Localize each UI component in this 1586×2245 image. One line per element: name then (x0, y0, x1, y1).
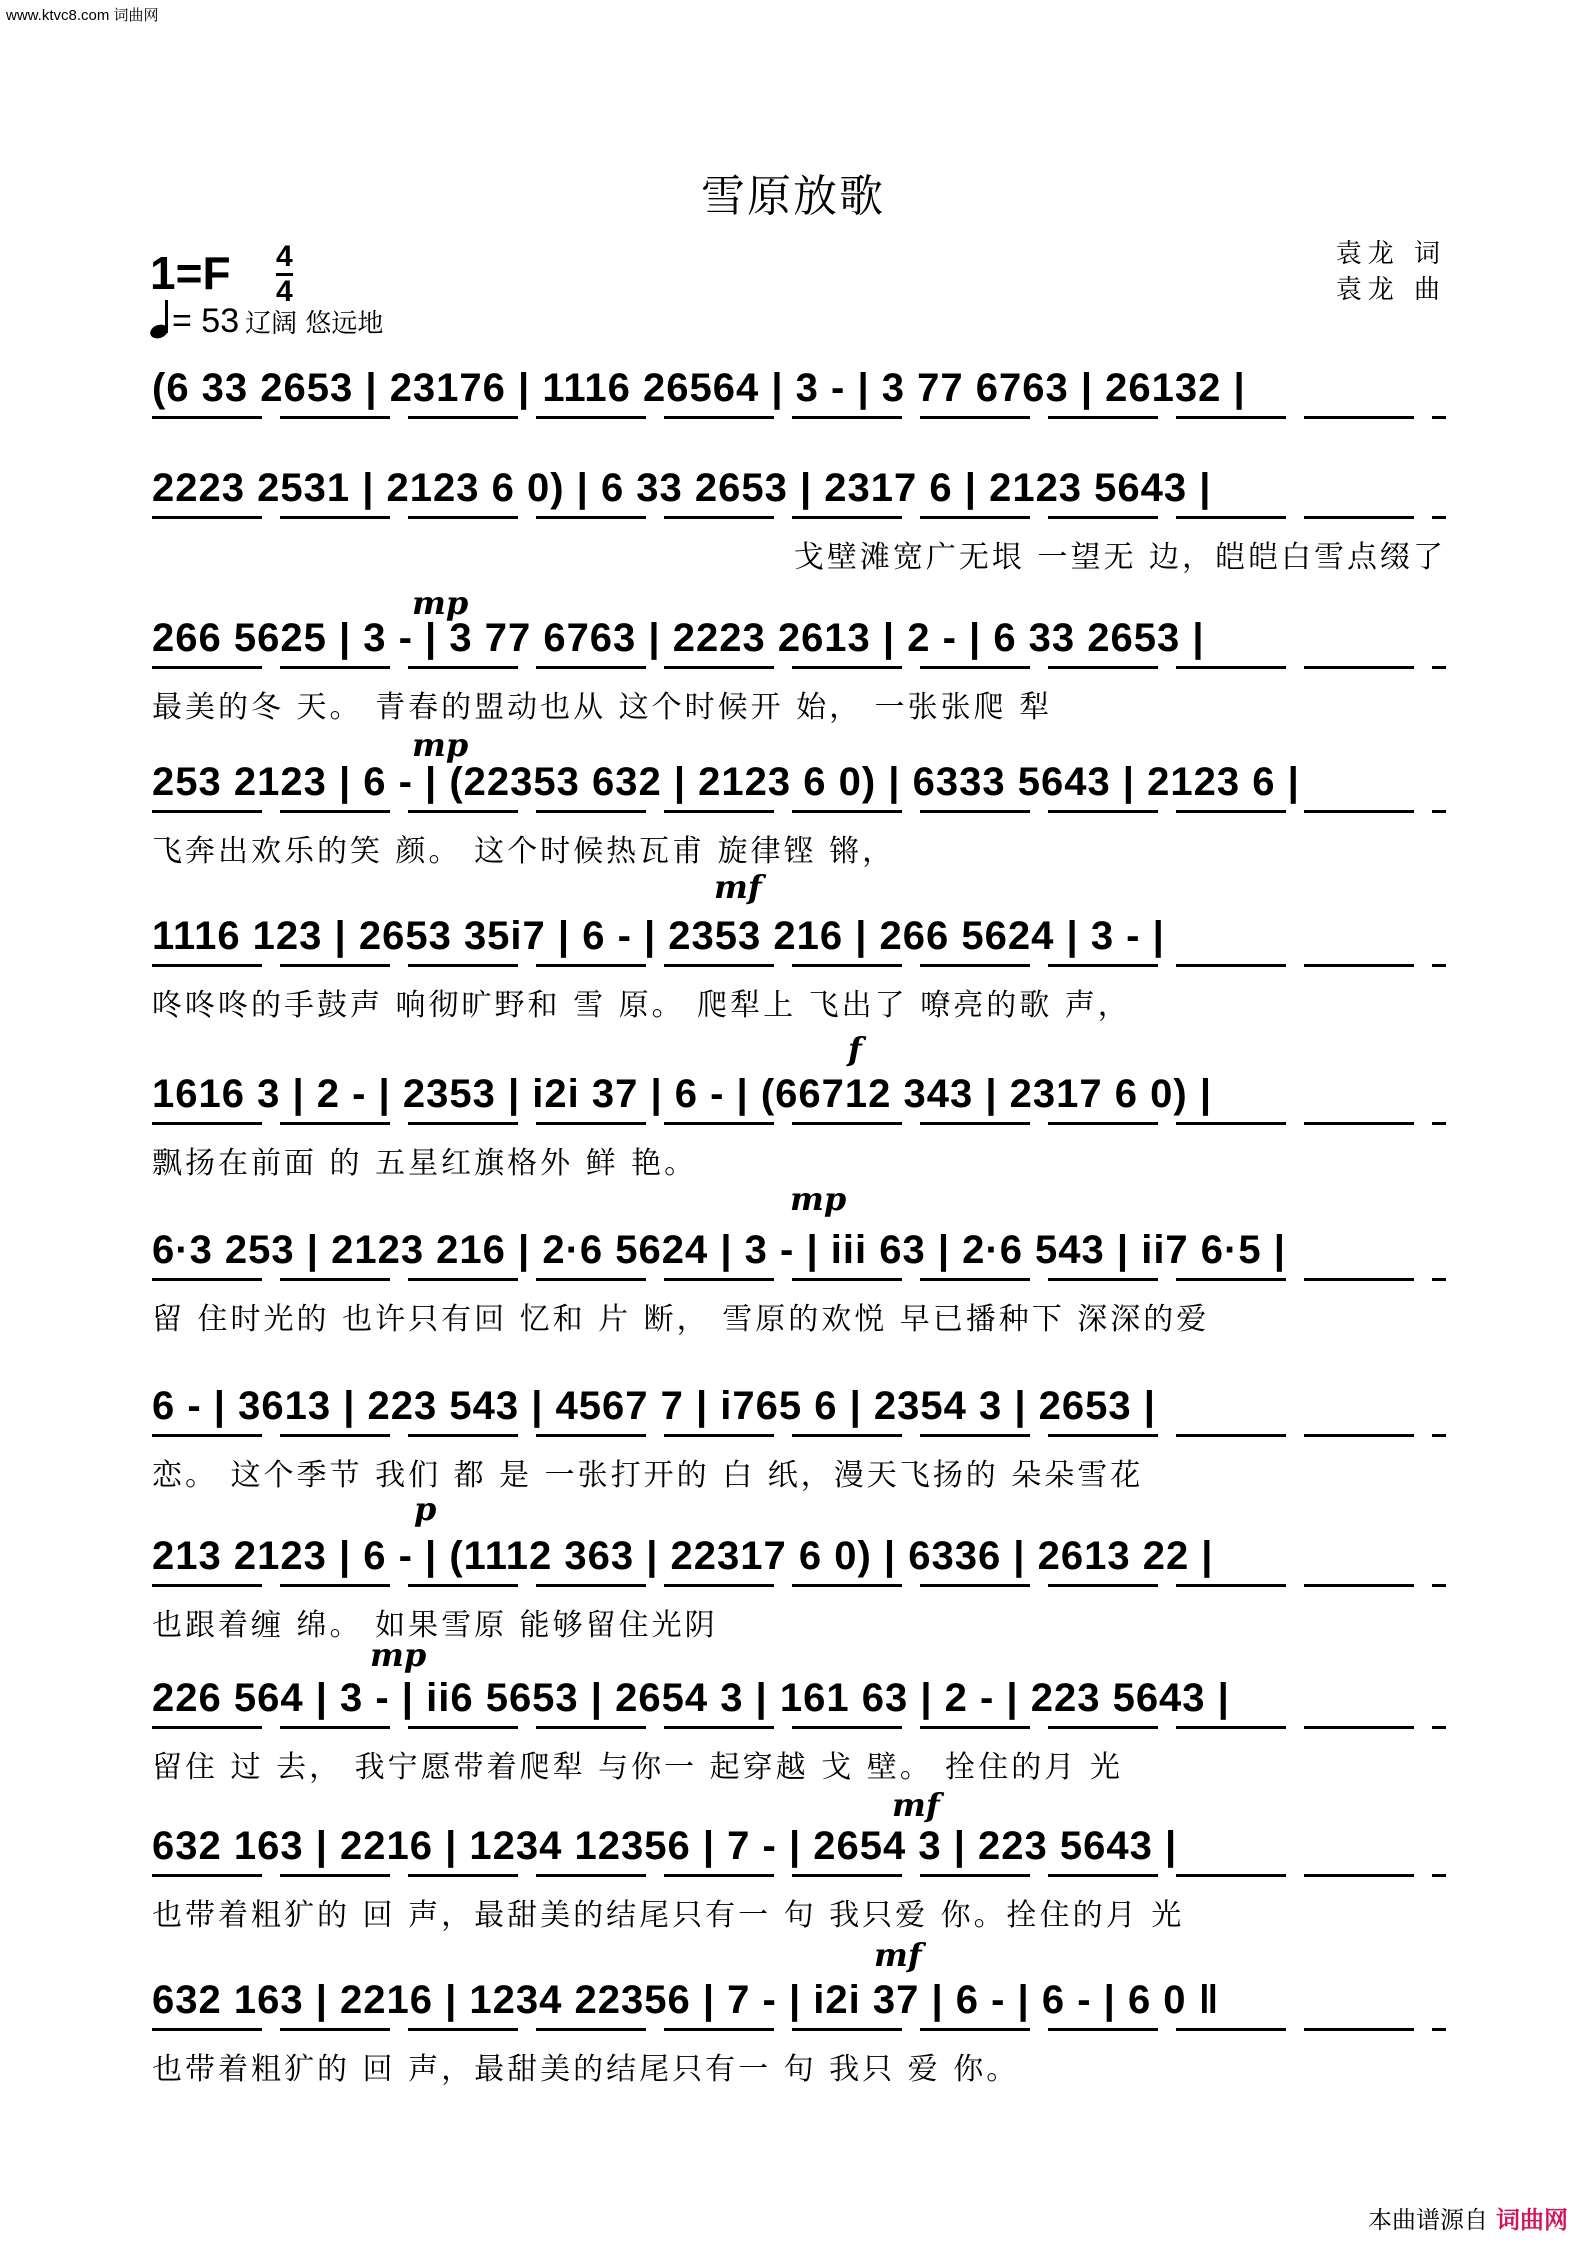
notation-line: 2223 2531 | 2123 6 0) | 6 33 2653 | 2317 6 | 2123 5643 | (152, 466, 1212, 510)
notation-line: 213 2123 | 6 - | (1112 363 | 22317 6 0) | 6336 | 2613 22 | (152, 1534, 1214, 1578)
lyric-line: 飞奔出欢乐的笑 颜。 这个时候热瓦甫 旋律铿 锵， (152, 834, 896, 869)
quarter-note-icon (150, 300, 172, 338)
meter-bottom: 4 (276, 275, 293, 308)
tempo-value: = 53 (172, 302, 240, 340)
meter-top: 4 (276, 240, 293, 273)
dynamic-mp: mp (790, 1180, 847, 1218)
dynamic-mp: mp (370, 1636, 427, 1674)
lyric-line: 也带着粗犷的 回 声，最甜美的结尾只有一 句 我只 爱 你。 (152, 2052, 1020, 2087)
tempo-expression: 辽阔 悠远地 (245, 309, 384, 339)
system-6 (152, 1064, 1446, 1184)
lyric-line: 最美的冬 天。 青春的盟动也从 这个时候开 始， 一张张爬 犁 (152, 690, 1053, 725)
lyric-line: 也跟着缠 绵。 如果雪原 能够留住光阴 (152, 1608, 718, 1643)
dynamic-f: f (848, 1030, 862, 1068)
notation-line: 1116 123 | 2653 35i7 | 6 - | 2353 216 | 266 5624 | 3 - | (152, 914, 1165, 958)
dynamic-mp: mp (412, 726, 469, 764)
notation-line: 6·3 253 | 2123 216 | 2·6 5624 | 3 - | iii 63 | 2·6 543 | ii7 6·5 | (152, 1228, 1286, 1272)
system-7 (152, 1220, 1446, 1340)
notation-line: (6 33 2653 | 23176 | 1116 26564 | 3 - | 3 77 6763 | 26132 | (152, 366, 1246, 410)
notation-line: 1616 3 | 2 - | 2353 | i2i 37 | 6 - | (66712 343 | 2317 6 0) | (152, 1072, 1213, 1116)
lyric-line: 留 住时光的 也许只有回 忆和 片 断， 雪原的欢悦 早已播种下 深深的爱 (152, 1302, 1210, 1337)
notation-line: 226 564 | 3 - | ii6 5653 | 2654 3 | 161 63 | 2 - | 223 5643 | (152, 1676, 1230, 1720)
system-4 (152, 752, 1446, 872)
notation-line: 632 163 | 2216 | 1234 12356 | 7 - | 2654 3 | 223 5643 | (152, 1824, 1178, 1868)
lyric-line: 恋。 这个季节 我们 都 是 一张打开的 白 纸，漫天飞扬的 朵朵雪花 (152, 1458, 1144, 1493)
dynamic-mp: mp (412, 584, 469, 622)
song-title: 雪原放歌 (701, 171, 885, 222)
system-10 (152, 1668, 1446, 1788)
footer (1368, 2200, 1568, 2235)
time-signature (276, 242, 293, 307)
footer-brand: 词曲网 (1496, 2206, 1568, 2234)
dynamic-mf: mf (714, 868, 762, 906)
lyric-line: 也带着粗犷的 回 声，最甜美的结尾只有一 句 我只爱 你。拴住的月 光 (152, 1898, 1185, 1933)
lyric-line: 戈壁滩宽广无垠 一望无 边，皑皑白雪点缀了 (793, 540, 1446, 575)
dynamic-mf: mf (892, 1786, 940, 1824)
site-label: www.ktvc8.com 词曲网 (6, 7, 159, 24)
lyric-line: 咚咚咚的手鼓声 响彻旷野和 雪 原。 爬犁上 飞出了 嘹亮的歌 声， (152, 988, 1131, 1023)
notation-line: 6 - | 3613 | 223 543 | 4567 7 | i765 6 | 2354 3 | 2653 | (152, 1384, 1156, 1428)
notation-line: 632 163 | 2216 | 1234 22356 | 7 - | i2i 37 | 6 - | 6 - | 6 0 ‖ (152, 1978, 1220, 2022)
tempo-marking (150, 300, 383, 341)
footer-text: 本曲谱源自 (1368, 2206, 1488, 2234)
system-12 (152, 1970, 1446, 2090)
lyric-line: 飘扬在前面 的 五星红旗格外 鲜 艳。 (152, 1146, 698, 1181)
key-signature: 1=F (150, 247, 231, 299)
composer: 袁龙 曲 (1335, 275, 1446, 305)
lyric-line: 留住 过 去， 我宁愿带着爬犁 与你一 起穿越 戈 壁。 拴住的月 光 (152, 1750, 1123, 1785)
dynamic-p: p (414, 1490, 437, 1528)
notation-line: 253 2123 | 6 - | (22353 632 | 2123 6 0) | 6333 5643 | 2123 6 | (152, 760, 1300, 804)
system-5 (152, 906, 1446, 1026)
dynamic-mf: mf (874, 1936, 922, 1974)
notation-line: 266 5625 | 3 - | 3 77 6763 | 2223 2613 | 2 - | 6 33 2653 | (152, 616, 1205, 660)
system-2 (152, 458, 1446, 578)
system-3 (152, 608, 1446, 728)
lyricist: 袁龙 词 (1335, 239, 1446, 269)
system-9 (152, 1526, 1446, 1646)
system-11 (152, 1816, 1446, 1936)
system-8 (152, 1376, 1446, 1496)
credits (1336, 236, 1446, 308)
